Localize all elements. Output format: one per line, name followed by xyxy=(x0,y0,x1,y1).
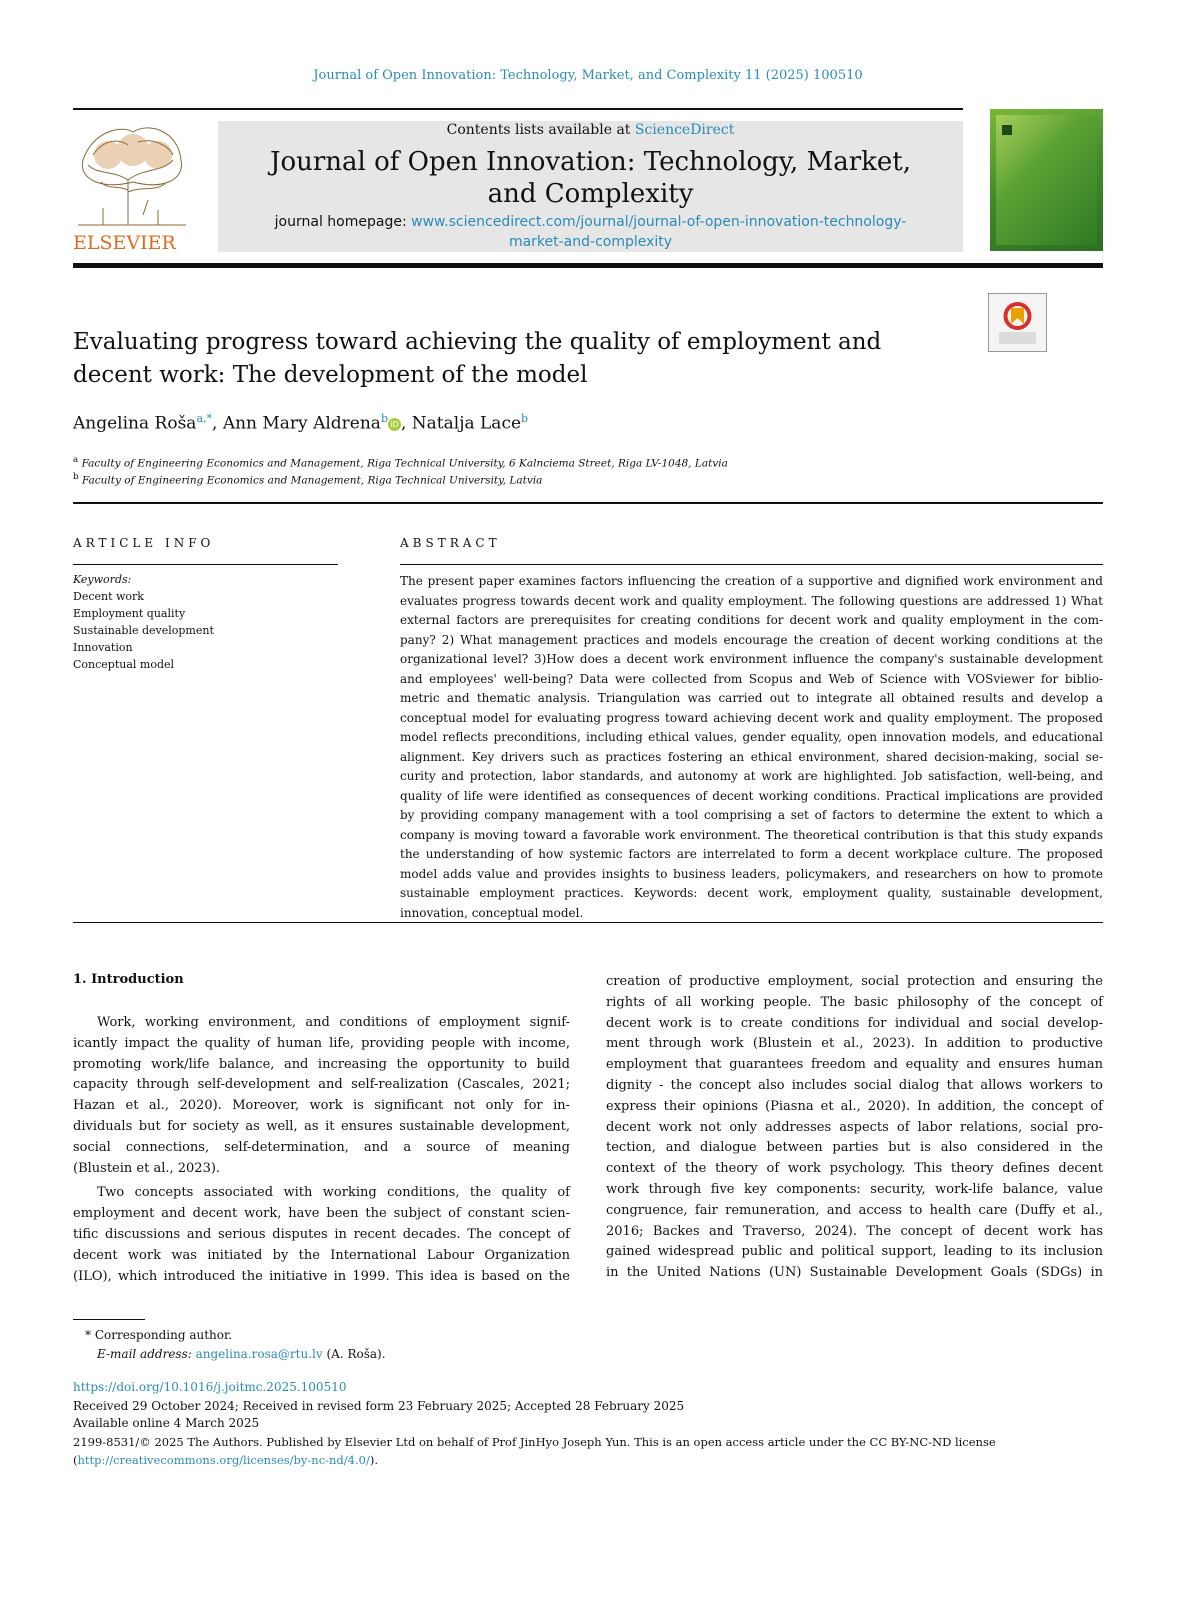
author-name: Natalja Lace xyxy=(411,413,522,434)
corresponding-author-note: * Corresponding author. xyxy=(85,1328,233,1342)
text-line: decent work was initiated by the International Labour Organization xyxy=(73,1247,570,1263)
journal-title-line2: and Complexity xyxy=(487,179,694,209)
text-line: quality of life were identified as consequences of decent working conditions. Practical implications are provided xyxy=(400,788,1103,803)
keyword: Conceptual model xyxy=(73,658,175,671)
section-heading-introduction: 1. Introduction xyxy=(73,972,184,987)
text-line: and employees' well-being? Data were collected from Scopus and Web of Science with VOSviewer for biblio- xyxy=(400,671,1103,686)
text-line: congruence, fair remuneration, and access to health care (Duffy et al., xyxy=(606,1202,1103,1218)
text-line: evaluates progress towards decent work and quality employment. The following questions are addressed 1) What xyxy=(400,593,1103,608)
text-line: innovation, conceptual model. xyxy=(400,905,584,920)
text-line: ment through work (Blustein et al., 2023). In addition to productive xyxy=(606,1036,1103,1052)
abstract-bottom-rule xyxy=(73,922,1103,923)
affiliation: $^a$ Faculty of Engineering Economics and Management, Riga Technical University, 6 Kalnciema Street, Riga LV-1048, Latvia xyxy=(73,455,728,470)
keyword: Sustainable development xyxy=(73,624,214,637)
keywords-label: Keywords: xyxy=(73,573,132,586)
footnote-rule xyxy=(73,1319,145,1320)
text-line: metric and thematic analysis. Triangulation was carried out to integrate all obtained results and develop a xyxy=(400,691,1103,705)
running-head: Journal of Open Innovation: Technology, Market, and Complexity 11 (2025) 100510 xyxy=(313,68,863,83)
text-line: organizational level? 3)How does a decent work environment influence the company's sustainable development xyxy=(400,652,1103,666)
email-label: E-mail address: xyxy=(97,1347,192,1361)
text-line: dignity - the concept also includes social dialog that allows workers to xyxy=(606,1077,1103,1093)
text-line: model adds value and provides insights to business leaders, policymakers, and researchers on how to promote xyxy=(400,866,1103,881)
contents-line xyxy=(218,122,963,138)
journal-title-line1: Journal of Open Innovation: Technology, Market, xyxy=(270,147,911,177)
svg-text:ELSEVIER: ELSEVIER xyxy=(73,232,176,252)
author-list: Angelina Roša$^{a,*}$, Ann Mary Aldrena$^b$ iD , Natalja Lace$^b$ xyxy=(73,412,529,434)
text-line: gained widespread public and political support, leading to its inclusion xyxy=(606,1244,1103,1260)
text-line: sustainable employment practices. Keywords: decent work, employment quality, sustainable development, xyxy=(400,886,1103,900)
article-title-line2: decent work: The development of the model xyxy=(73,362,588,388)
text-line: social connections, self-determination, and a source of meaning xyxy=(73,1139,570,1155)
keyword: Employment quality xyxy=(73,607,186,620)
keyword: Innovation xyxy=(73,641,133,654)
text-line: by providing company management with a tool comprising a set of factors to determine the extent to which a xyxy=(400,808,1103,822)
email-suffix: (A. Roša). xyxy=(326,1347,386,1361)
article-info-rule xyxy=(73,564,338,565)
text-line: icantly impact the quality of human life, providing people with income, xyxy=(73,1035,570,1051)
homepage-link-part1[interactable]: www.sciencedirect.com/journal/journal-of-open-innovation-technology- xyxy=(411,214,907,230)
text-line: pany? 2) What management practices and models encourage the creation of decent working conditions at the xyxy=(400,632,1103,647)
license-url-line: (http://creativecommons.org/licenses/by-nc-nd/4.0/). xyxy=(73,1453,378,1467)
text-line: in the United Nations (UN) Sustainable Development Goals (SDGs) in xyxy=(606,1265,1103,1281)
license-line: 2199-8531/© 2025 The Authors. Published by Elsevier Ltd on behalf of Prof JinHyo Joseph Yun. This is an open access article under the CC BY-NC-ND license xyxy=(73,1435,996,1449)
keywords-block xyxy=(73,571,214,673)
text-line: tection, and dialogue between parties but is also considered in the xyxy=(606,1140,1103,1156)
abstract-text xyxy=(400,572,1103,923)
text-line: capacity through self-development and self-realization (Cascales, 2021; xyxy=(73,1077,570,1093)
abstract-heading: ABSTRACT xyxy=(400,536,501,550)
crossmark-icon[interactable] xyxy=(988,293,1047,352)
text-line: employment and decent work, have been the subject of constant scien- xyxy=(73,1206,570,1222)
text-line: creation of productive employment, social protection and ensuring the xyxy=(606,974,1103,989)
text-line: alignment. Key drivers such as practices fostering an ethical environment, shared decision-making, social se- xyxy=(400,749,1103,764)
text-line: (Blustein et al., 2023). xyxy=(73,1160,221,1176)
received-dates: Received 29 October 2024; Received in revised form 23 February 2025; Accepted 28 February 2025 xyxy=(73,1399,685,1413)
doi-link[interactable]: https://doi.org/10.1016/j.joitmc.2025.100510 xyxy=(73,1380,347,1394)
author-affil-sup[interactable]: b xyxy=(380,412,388,425)
email-line xyxy=(97,1345,386,1364)
elsevier-logo xyxy=(73,120,191,252)
keyword: Decent work xyxy=(73,590,144,603)
article-info-heading: ARTICLE INFO xyxy=(73,536,215,550)
header-top-rule xyxy=(73,108,963,110)
author-affil-sup[interactable]: b xyxy=(521,412,529,425)
affiliation: $^b$ Faculty of Engineering Economics and Management, Riga Technical University, Latvia xyxy=(73,472,543,487)
author-name: Ann Mary Aldrena xyxy=(222,413,381,434)
text-line: express their opinions (Piasna et al., 2020). In addition, the concept of xyxy=(606,1098,1103,1114)
text-line: decent work not only addresses aspects of labor relations, social pro- xyxy=(606,1119,1103,1135)
text-line: context of the theory of work psychology. This theory defines decent xyxy=(606,1161,1103,1177)
contents-prefix: Contents lists available at xyxy=(446,122,635,138)
text-line: Hazan et al., 2020). Moreover, work is significant not only for in- xyxy=(73,1098,570,1114)
text-line: employment that guarantees freedom and equality and ensures human xyxy=(606,1057,1103,1073)
text-line: The present paper examines factors influencing the creation of a supportive and dignified work environment and xyxy=(400,574,1103,588)
text-line: model reflects preconditions, including ethical values, gender equality, open innovation models, and educational xyxy=(400,730,1103,744)
text-line: tific discussions and serious disputes in recent decades. The concept of xyxy=(73,1226,570,1242)
journal-title xyxy=(218,146,963,210)
text-line: decent work is to create conditions for individual and social develop- xyxy=(606,1015,1103,1031)
sciencedirect-link[interactable]: ScienceDirect xyxy=(634,122,735,138)
text-line: the understanding of how systemic factors are interrelated to form a decent workplace culture. The proposed xyxy=(400,847,1103,861)
email-link[interactable]: angelina.rosa@rtu.lv xyxy=(195,1347,323,1361)
intro-left-column xyxy=(73,1013,570,1287)
text-line: (ILO), which introduced the initiative in 1999. This idea is based on the xyxy=(73,1268,570,1284)
intro-right-column xyxy=(606,972,1103,1284)
homepage-link-part2[interactable]: market-and-complexity xyxy=(508,234,673,250)
text-line: external factors are prerequisites for creating conditions for decent work and quality employment in the com- xyxy=(400,613,1103,627)
affiliation-rule xyxy=(73,502,1103,504)
author-name: Angelina Roša xyxy=(73,413,197,434)
author-affil-sup[interactable]: a,* xyxy=(196,412,212,425)
text-line: work through five key components: security, work-life balance, value xyxy=(606,1181,1103,1197)
text-line: conceptual model for evaluating progress toward achieving decent work and quality employment. The proposed xyxy=(400,710,1103,725)
text-line: promoting work/life balance, and increasing the opportunity to build xyxy=(73,1056,570,1072)
homepage-prefix: journal homepage: xyxy=(274,214,412,230)
abstract-rule xyxy=(400,564,1103,565)
text-line: 2016; Backes and Traverso, 2024). The concept of decent work has xyxy=(606,1223,1103,1239)
text-line: company is moving toward a favorable work environment. The theoretical contribution is that this study expands xyxy=(400,827,1103,842)
text-line: curity and protection, labor standards, and autonomy at work are highlighted. Job satisfaction, well-being, and xyxy=(400,769,1103,783)
text-line: Work, working environment, and conditions of employment signif- xyxy=(97,1015,570,1030)
license-link[interactable]: http://creativecommons.org/licenses/by-nc-nd/4.0/ xyxy=(77,1453,370,1467)
header-bottom-rule xyxy=(73,263,1103,268)
text-line: Two concepts associated with working conditions, the quality of xyxy=(97,1185,570,1201)
journal-homepage xyxy=(218,212,963,252)
text-line: rights of all working people. The basic philosophy of the concept of xyxy=(606,994,1103,1010)
journal-cover-image xyxy=(990,109,1103,251)
text-line: dividuals but for society as well, as it ensures sustainable development, xyxy=(73,1118,570,1134)
available-online: Available online 4 March 2025 xyxy=(73,1416,260,1430)
orcid-icon[interactable]: iD xyxy=(388,418,401,431)
article-title-line1: Evaluating progress toward achieving the quality of employment and xyxy=(73,329,882,355)
article-title xyxy=(73,326,953,392)
